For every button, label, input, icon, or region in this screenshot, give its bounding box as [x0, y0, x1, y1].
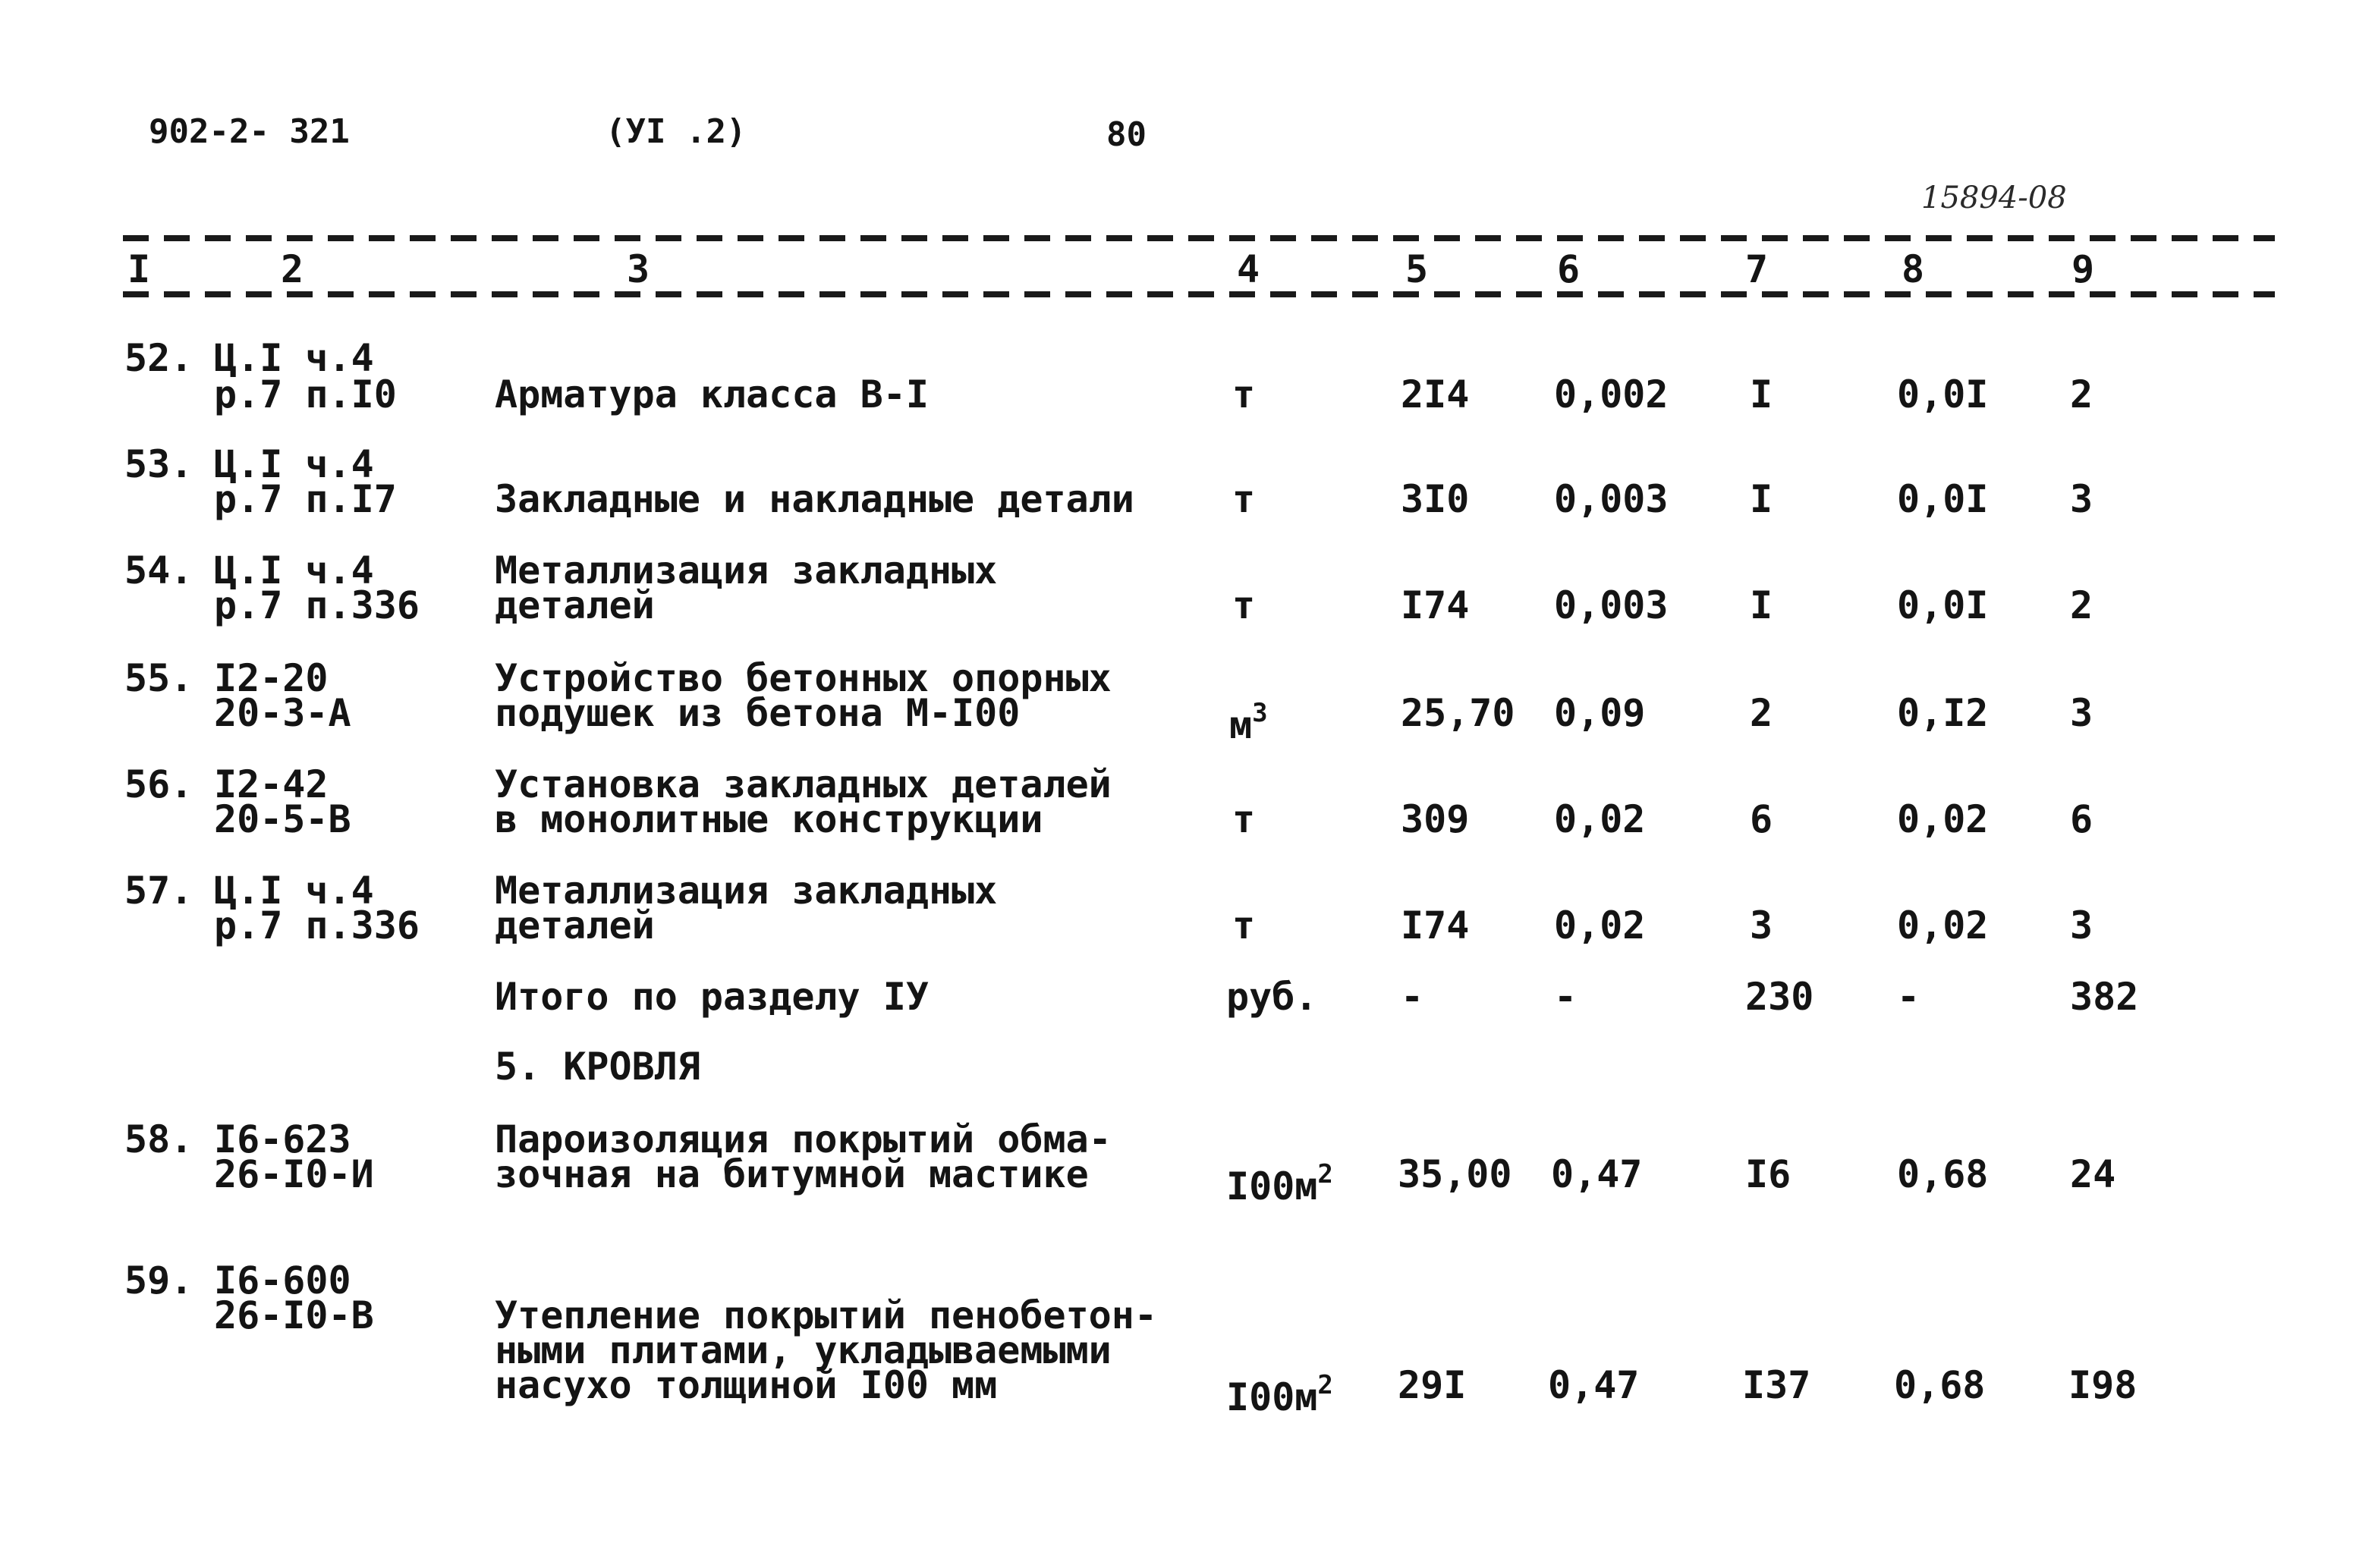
- norm-reference: I6-600: [214, 1258, 351, 1302]
- unit-superscript: 2: [1317, 1159, 1333, 1189]
- col8-value: 0,68: [1894, 1363, 1986, 1407]
- col9-value: 3: [2070, 903, 2093, 947]
- col6-value: -: [1554, 975, 1578, 1019]
- col7-value: 2: [1750, 691, 1773, 735]
- col7-value: I6: [1745, 1152, 1791, 1196]
- row-number: 52.: [124, 336, 193, 380]
- col5-value: 35,00: [1398, 1152, 1512, 1196]
- row-number: 55.: [124, 656, 193, 700]
- work-description: зочная на битумной мастике: [495, 1152, 1089, 1196]
- work-description: деталей: [495, 583, 655, 627]
- col5-value: 25,70: [1401, 691, 1515, 735]
- work-description: деталей: [495, 903, 655, 947]
- section-title: 5. КРОВЛЯ: [495, 1045, 700, 1089]
- column-number-1: I: [127, 247, 151, 291]
- work-description: Устройство бетонных опорных: [495, 656, 1112, 700]
- col6-value: 0,09: [1554, 691, 1646, 735]
- work-description: Арматура класса В-I: [495, 372, 929, 416]
- col5-value: -: [1401, 975, 1424, 1019]
- unit-base: I00м: [1226, 1164, 1318, 1208]
- norm-reference: Ц.I ч.4: [214, 548, 374, 592]
- col5-value: I74: [1401, 903, 1470, 947]
- work-description: Утепление покрытий пенобетон-: [495, 1293, 1157, 1337]
- total-unit: руб.: [1226, 975, 1318, 1019]
- unit: т: [1232, 583, 1256, 627]
- row-number: 53.: [124, 442, 193, 486]
- col5-value: 2I4: [1401, 372, 1470, 416]
- column-number-4: 4: [1237, 247, 1260, 291]
- col9-value: 6: [2070, 797, 2093, 841]
- column-number-9: 9: [2071, 247, 2095, 291]
- column-number-2: 2: [281, 247, 304, 291]
- work-description: Металлизация закладных: [495, 548, 998, 592]
- col8-value: 0,02: [1897, 903, 1989, 947]
- unit-base: м: [1229, 703, 1253, 747]
- page-number: 80: [1106, 115, 1147, 154]
- row-number: 58.: [124, 1117, 193, 1161]
- sheet-reference: (УI .2): [606, 112, 747, 151]
- document-code: 902-2- 321: [149, 112, 350, 151]
- col8-value: 0,I2: [1897, 691, 1989, 735]
- norm-reference: Ц.I ч.4: [214, 869, 374, 913]
- work-description: Металлизация закладных: [495, 869, 998, 913]
- col7-value: 6: [1750, 797, 1773, 841]
- column-number-7: 7: [1745, 247, 1769, 291]
- unit: [1229, 695, 1268, 747]
- col5-value: 3I0: [1401, 477, 1470, 521]
- col9-value: 3: [2070, 691, 2093, 735]
- norm-reference: р.7 п.I0: [214, 372, 397, 416]
- work-description: Пароизоляция покрытий обма-: [495, 1117, 1112, 1161]
- col8-value: 0,0I: [1897, 477, 1989, 521]
- row-number: 59.: [124, 1258, 193, 1302]
- work-description: в монолитные конструкции: [495, 797, 1043, 841]
- col6-value: 0,47: [1548, 1363, 1640, 1407]
- norm-reference: 20-3-А: [214, 691, 351, 735]
- unit-superscript: 2: [1317, 1370, 1333, 1400]
- col7-value: I: [1750, 583, 1773, 627]
- col8-value: 0,0I: [1897, 372, 1989, 416]
- col9-value: 2: [2070, 372, 2093, 416]
- col9-value: I98: [2068, 1363, 2138, 1407]
- col8-value: 0,68: [1897, 1152, 1989, 1196]
- unit-superscript: 3: [1252, 698, 1268, 728]
- col9-value: 24: [2070, 1152, 2116, 1196]
- col8-value: 0,0I: [1897, 583, 1989, 627]
- unit: т: [1232, 797, 1256, 841]
- top-dashed-rule: [123, 235, 2275, 241]
- norm-reference: р.7 п.336: [214, 903, 420, 947]
- row-number: 54.: [124, 548, 193, 592]
- norm-reference: I6-623: [214, 1117, 351, 1161]
- work-description: подушек из бетона М-I00: [495, 691, 1021, 735]
- col8-value: -: [1897, 975, 1920, 1019]
- norm-reference: р.7 п.336: [214, 583, 420, 627]
- col7-value: I: [1750, 372, 1773, 416]
- col6-value: 0,003: [1554, 583, 1669, 627]
- row-number: 56.: [124, 762, 193, 806]
- col5-value: 309: [1401, 797, 1470, 841]
- column-number-8: 8: [1902, 247, 1925, 291]
- unit: т: [1232, 903, 1256, 947]
- col5-value: 29I: [1398, 1363, 1467, 1407]
- handwritten-stamp: 15894-08: [1921, 181, 2067, 215]
- unit: [1226, 1367, 1333, 1419]
- col9-value: 3: [2070, 477, 2093, 521]
- col7-value: I37: [1742, 1363, 1811, 1407]
- unit: т: [1232, 372, 1256, 416]
- norm-reference: 26-I0-И: [214, 1152, 374, 1196]
- col6-value: 0,002: [1554, 372, 1669, 416]
- col7-value: 230: [1745, 975, 1814, 1019]
- col6-value: 0,02: [1554, 797, 1646, 841]
- col7-value: I: [1750, 477, 1773, 521]
- unit-base: I00м: [1226, 1375, 1318, 1419]
- bottom-dashed-rule: [123, 291, 2275, 297]
- work-description: Установка закладных деталей: [495, 762, 1112, 806]
- norm-reference: Ц.I ч.4: [214, 336, 374, 380]
- col7-value: 3: [1750, 903, 1773, 947]
- col6-value: 0,47: [1551, 1152, 1643, 1196]
- col6-value: 0,003: [1554, 477, 1669, 521]
- norm-reference: Ц.I ч.4: [214, 442, 374, 486]
- work-description: насухо толщиной I00 мм: [495, 1363, 998, 1407]
- column-number-5: 5: [1405, 247, 1429, 291]
- row-number: 57.: [124, 869, 193, 913]
- work-description: ными плитами, укладываемыми: [495, 1328, 1112, 1372]
- col8-value: 0,02: [1897, 797, 1989, 841]
- norm-reference: 20-5-В: [214, 797, 351, 841]
- col9-value: 382: [2070, 975, 2139, 1019]
- col5-value: I74: [1401, 583, 1470, 627]
- work-description: Закладные и накладные детали: [495, 477, 1134, 521]
- column-number-6: 6: [1557, 247, 1581, 291]
- col6-value: 0,02: [1554, 903, 1646, 947]
- norm-reference: 26-I0-В: [214, 1293, 374, 1337]
- column-number-3: 3: [627, 247, 650, 291]
- unit: [1226, 1156, 1333, 1208]
- norm-reference: I2-42: [214, 762, 329, 806]
- unit: т: [1232, 477, 1256, 521]
- norm-reference: I2-20: [214, 656, 329, 700]
- total-label: Итого по разделу IУ: [495, 975, 929, 1019]
- norm-reference: р.7 п.I7: [214, 477, 397, 521]
- col9-value: 2: [2070, 583, 2093, 627]
